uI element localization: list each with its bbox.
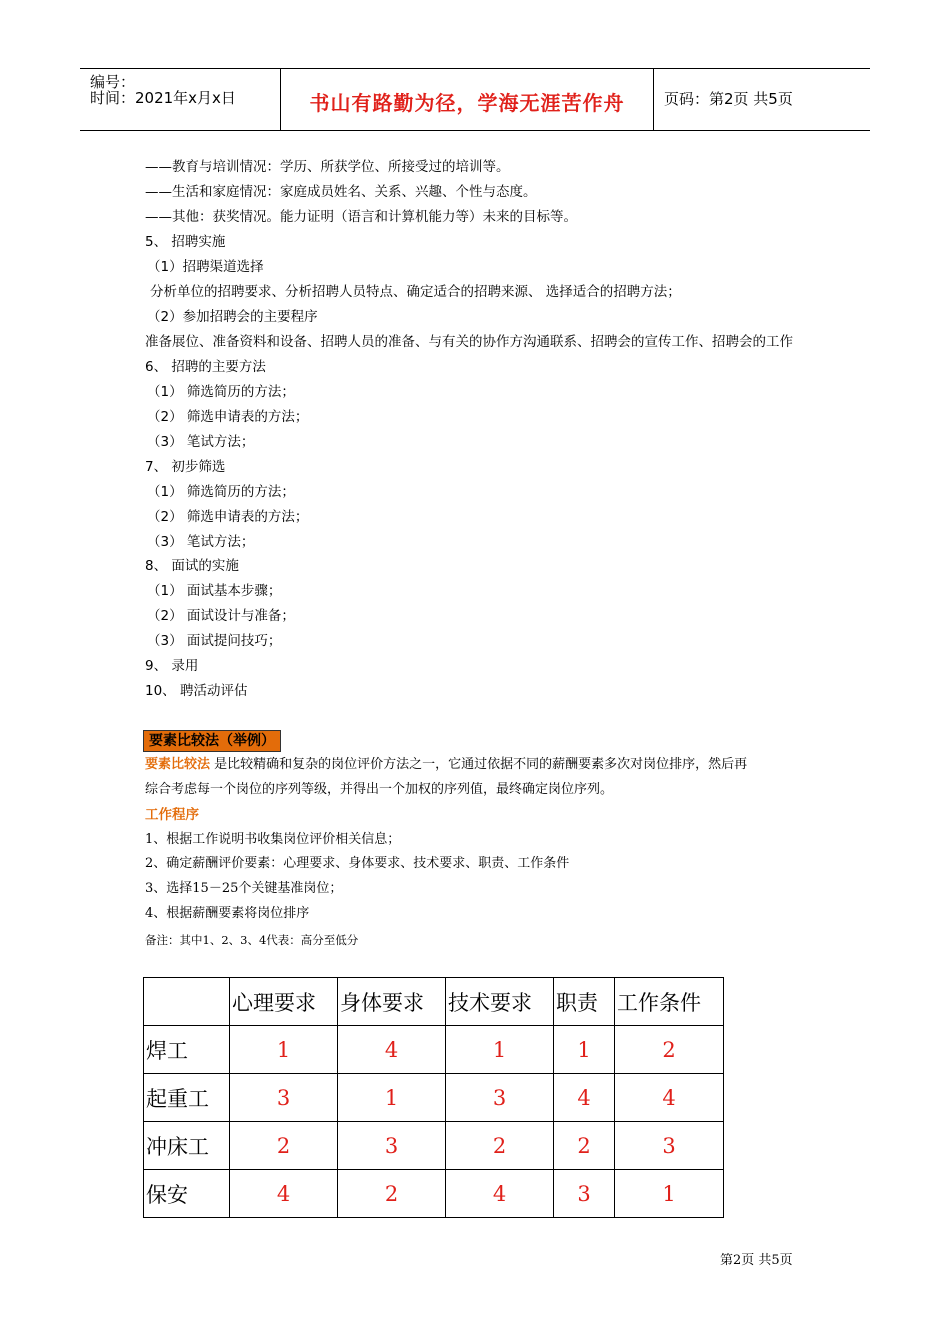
section-heading: 6、 招聘的主要方法: [145, 359, 266, 375]
table-row: [144, 1074, 724, 1122]
subsection-heading: （1）招聘渠道选择: [147, 259, 264, 275]
section-heading: 5、 招聘实施: [145, 234, 226, 250]
row-label: 保安: [144, 1170, 230, 1218]
table-cell: 3: [446, 1074, 554, 1122]
procedure-step: 1、根据工作说明书收集岗位评价相关信息；: [145, 832, 401, 847]
procedure-step: 3、选择15－25个关键基准岗位；: [145, 881, 343, 896]
procedure-step: 2、确定薪酬评价要素：心理要求、身体要求、技术要求、职责、工作条件: [145, 856, 570, 871]
list-item: （2） 面试设计与准备；: [147, 608, 295, 624]
document-date: 时间：2021年x月x日: [90, 89, 236, 107]
table-cell: 2: [615, 1026, 724, 1074]
intro-paragraph-line: 综合考虑每一个岗位的序列等级，并得出一个加权的序列值，最终确定岗位序列。: [145, 782, 614, 797]
table-header-cell: [144, 978, 230, 1026]
page-header: [80, 68, 870, 131]
text-line: 准备展位、准备资料和设备、招聘人员的准备、与有关的协作方沟通联系、招聘会的宣传工作、招聘会的工作: [145, 334, 793, 350]
row-label: 焊工: [144, 1026, 230, 1074]
table-header-cell: 技术要求: [446, 978, 554, 1026]
header-motto: 书山有路勤为径，学海无涯苦作舟: [309, 91, 625, 115]
table-cell: 2: [554, 1122, 615, 1170]
table-row: [144, 1026, 724, 1074]
header-page-cell: [654, 69, 870, 130]
header-meta: [80, 69, 281, 130]
table-cell: 4: [554, 1074, 615, 1122]
table-row: [144, 1122, 724, 1170]
section-heading: 8、 面试的实施: [145, 558, 239, 574]
table-cell: 1: [446, 1026, 554, 1074]
text-line: ——生活和家庭情况：家庭成员姓名、关系、兴趣、个性与态度。: [145, 184, 537, 200]
table-cell: 1: [338, 1074, 446, 1122]
document-number: 编号：: [90, 73, 136, 91]
list-item: （1） 筛选简历的方法；: [147, 384, 295, 400]
table-cell: 2: [446, 1122, 554, 1170]
list-item: （3） 笔试方法；: [147, 534, 255, 550]
table-cell: 1: [554, 1026, 615, 1074]
intro-text: 是比较精确和复杂的岗位评价方法之一，它通过依据不同的薪酬要素多次对岗位排序，然后再: [210, 757, 748, 772]
procedure-title: 工作程序: [145, 807, 199, 823]
table-header-cell: 职责: [554, 978, 615, 1026]
list-item: （1） 面试基本步骤；: [147, 583, 282, 599]
list-item: （2） 筛选申请表的方法；: [147, 509, 309, 525]
section-heading: 9、 录用: [145, 658, 199, 674]
intro-paragraph-line: [145, 756, 747, 774]
row-label: 起重工: [144, 1074, 230, 1122]
table-cell: 4: [230, 1170, 338, 1218]
table-header-cell: 工作条件: [615, 978, 724, 1026]
section-title: 要素比较法（举例）: [143, 730, 281, 752]
subsection-heading: （2）参加招聘会的主要程序: [147, 309, 318, 325]
ranking-table: [143, 977, 724, 1218]
list-item: （3） 笔试方法；: [147, 434, 255, 450]
procedure-note: 备注：其中1、2、3、4代表：高分至低分: [145, 933, 359, 947]
list-item: （1） 筛选简历的方法；: [147, 484, 295, 500]
table-cell: 1: [230, 1026, 338, 1074]
text-line: ——教育与培训情况：学历、所获学位、所接受过的培训等。: [145, 159, 510, 175]
text-line: ——其他：获奖情况。能力证明（语言和计算机能力等）未来的目标等。: [145, 209, 577, 225]
table-cell: 3: [230, 1074, 338, 1122]
table-cell: 3: [338, 1122, 446, 1170]
table-cell: 4: [615, 1074, 724, 1122]
table-cell: 3: [615, 1122, 724, 1170]
intro-term: 要素比较法: [145, 757, 211, 772]
header-page-number: 页码：第2页 共5页: [664, 90, 793, 108]
list-item: （2） 筛选申请表的方法；: [147, 409, 309, 425]
table-row: [144, 1170, 724, 1218]
section-heading: 7、 初步筛选: [145, 459, 226, 475]
list-item: （3） 面试提问技巧；: [147, 633, 282, 649]
section-heading: 10、 聘活动评估: [145, 683, 248, 699]
table-cell: 4: [446, 1170, 554, 1218]
table-cell: 1: [615, 1170, 724, 1218]
row-label: 冲床工: [144, 1122, 230, 1170]
page-footer: 第2页 共5页: [720, 1253, 793, 1268]
procedure-step: 4、根据薪酬要素将岗位排序: [145, 906, 310, 921]
table-cell: 2: [338, 1170, 446, 1218]
table-header-cell: 身体要求: [338, 978, 446, 1026]
table-cell: 3: [554, 1170, 615, 1218]
header-motto-cell: [281, 69, 654, 130]
table-header-cell: 心理要求: [230, 978, 338, 1026]
table-header-row: [144, 978, 724, 1026]
table-cell: 2: [230, 1122, 338, 1170]
table-cell: 4: [338, 1026, 446, 1074]
text-line: 分析单位的招聘要求、分析招聘人员特点、确定适合的招聘来源、 选择适合的招聘方法；: [150, 284, 681, 300]
